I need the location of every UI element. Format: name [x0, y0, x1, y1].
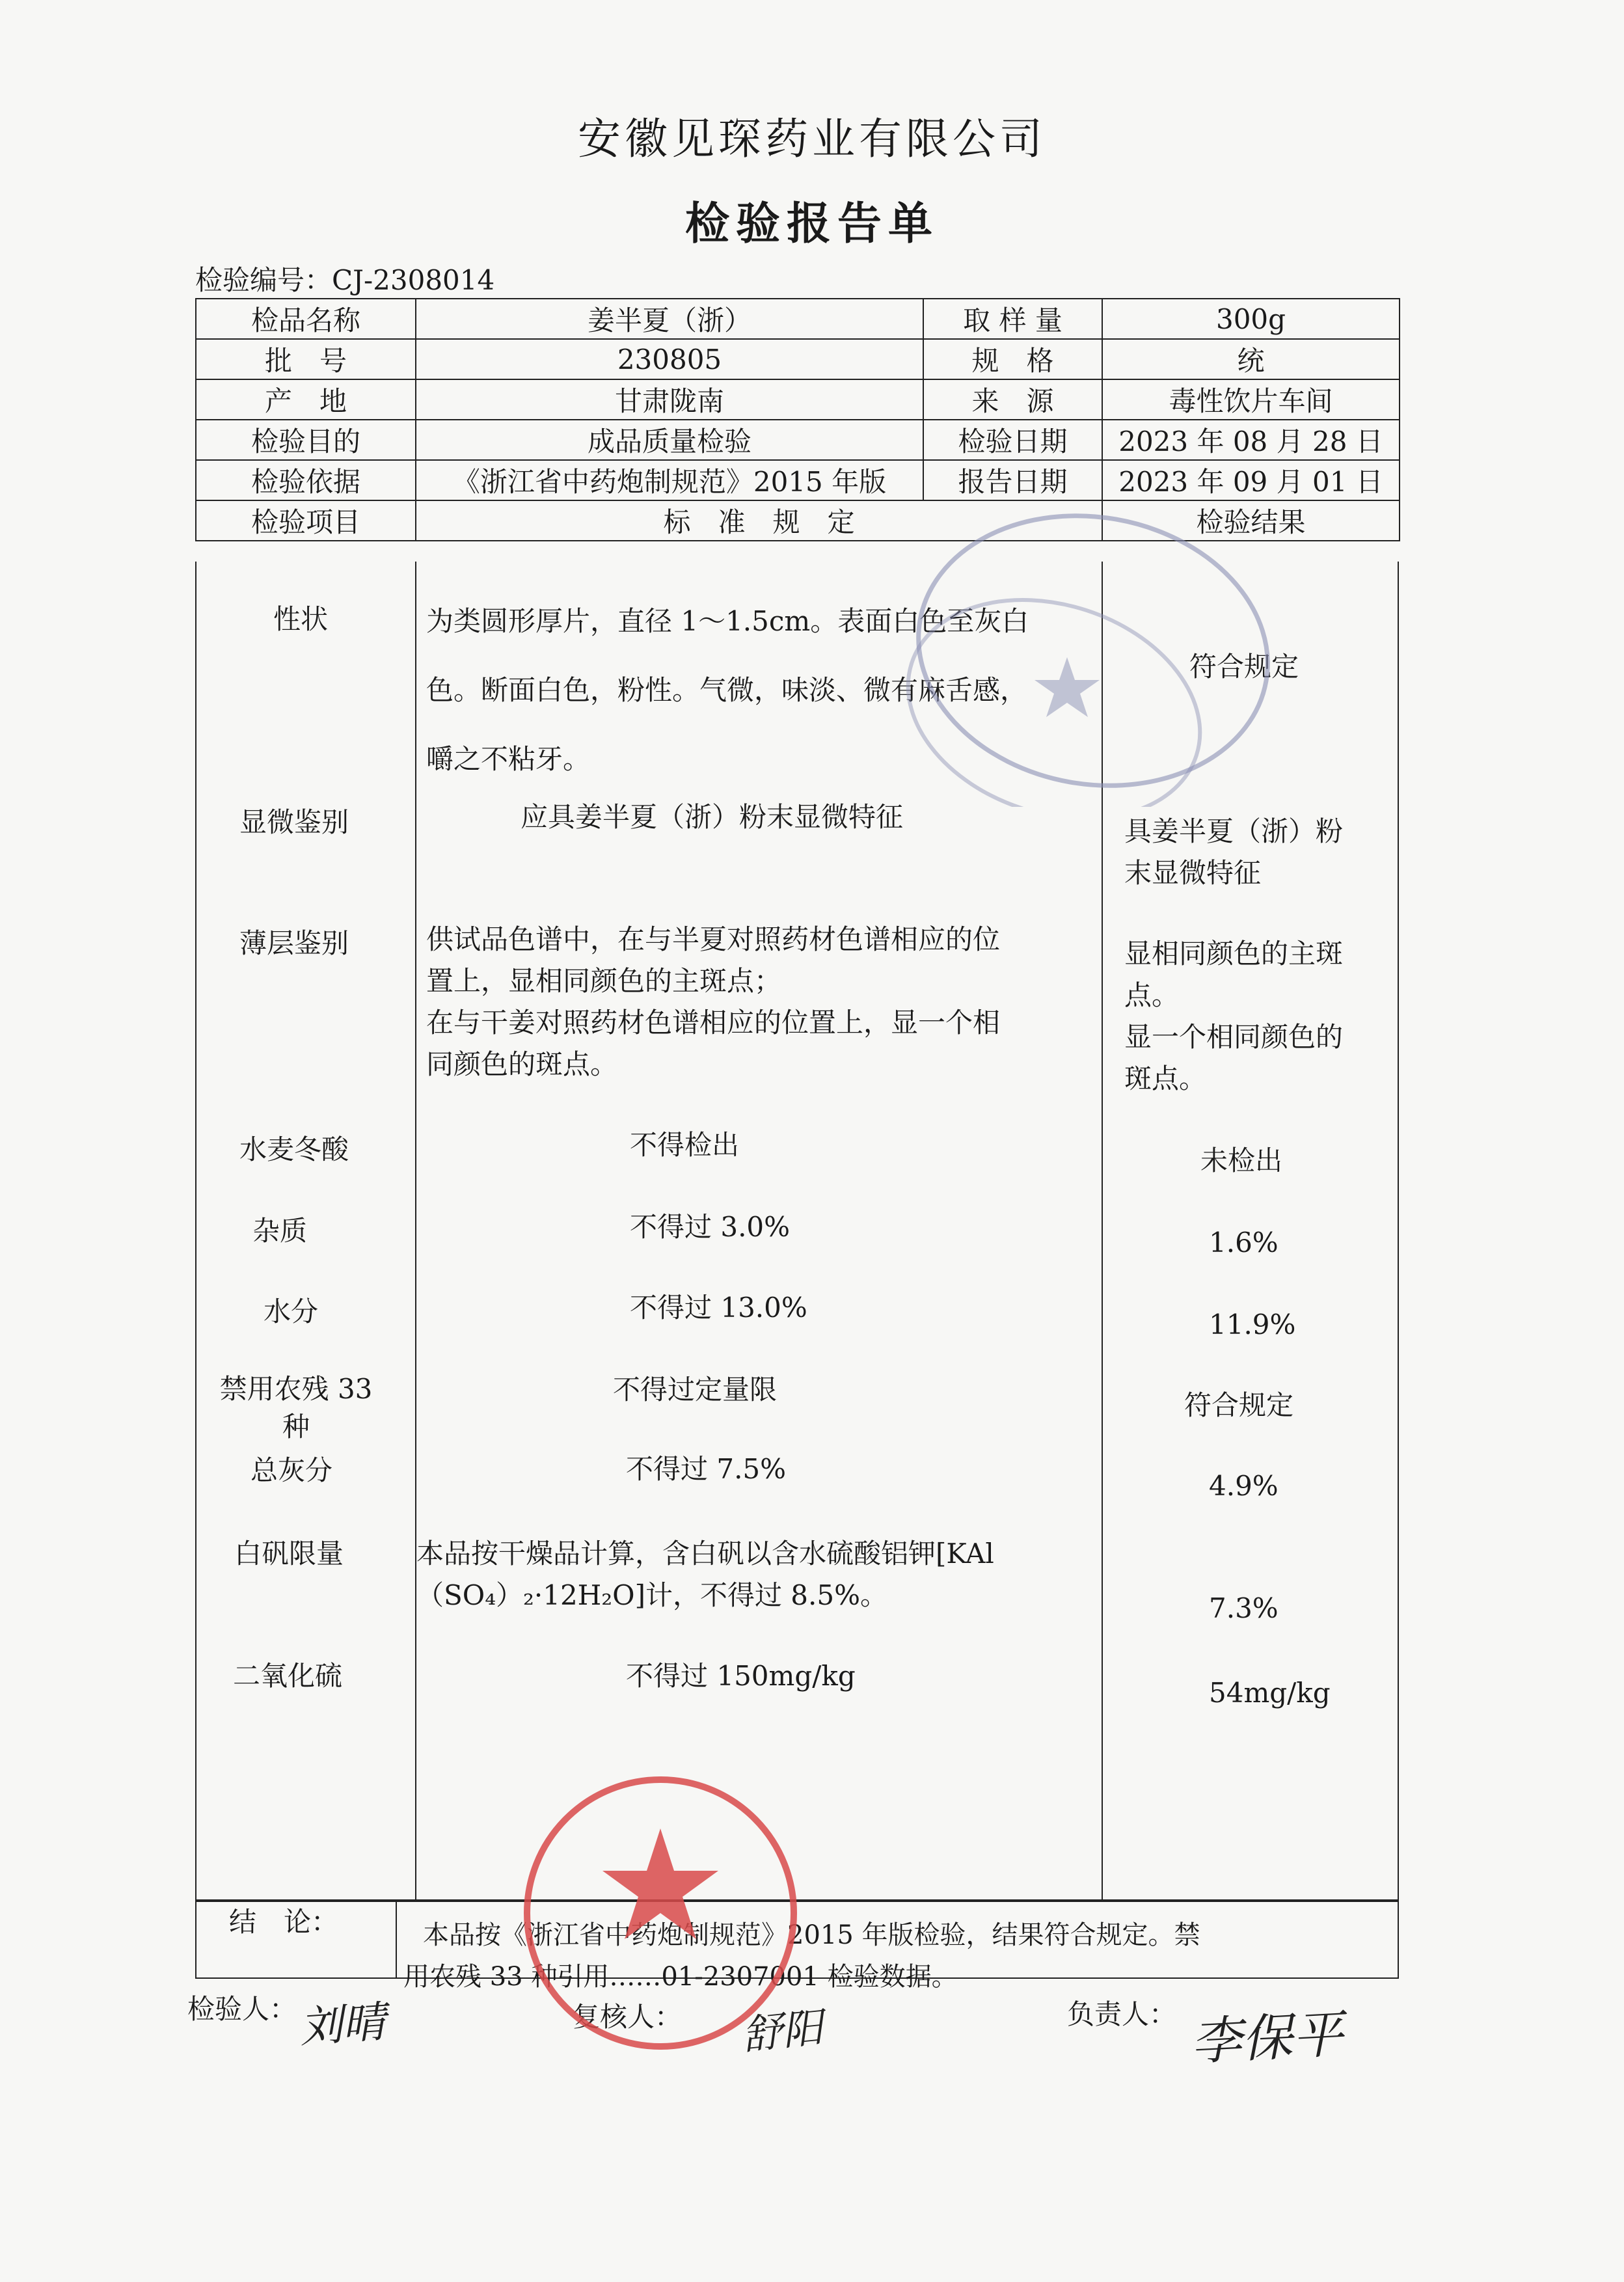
standard-line: 在与干姜对照药材色谱相应的位置上，显一个相 [426, 1007, 1001, 1039]
reviewer-signature: 舒阳 [740, 2003, 826, 2059]
table-row [196, 299, 1400, 339]
result-line: 具姜半夏（浙）粉 [1124, 815, 1344, 847]
basis-value: 《浙江省中药炮制规范》2015 年版 [416, 460, 923, 500]
spec-value: 统 [1102, 339, 1400, 379]
item-name: 禁用农残 33 种 [219, 1373, 373, 1443]
report-date-label: 报告日期 [923, 460, 1102, 500]
item-standard: 不得过 7.5% [626, 1453, 787, 1485]
conclusion-line: 本品按《浙江省中药炮制规范》2015 年版检验，结果符合规定。禁 [423, 1920, 1200, 1950]
standard-line: 置上，显相同颜色的主斑点； [426, 965, 782, 997]
standard-line: （SO₄）₂·12H₂O]计，不得过 8.5%。 [416, 1579, 888, 1611]
inspector-label: 检验人： [187, 1993, 297, 2025]
result-line: 点。 [1124, 979, 1180, 1011]
conclusion-line: 用农残 33 种引用……01-2307001 检验数据。 [403, 1962, 958, 1992]
item-result [1124, 933, 1343, 1100]
item-column-header: 检验项目 [196, 500, 416, 541]
result-line: 显一个相同颜色的 [1124, 1021, 1344, 1053]
item-name: 二氧化硫 [233, 1660, 343, 1692]
item-standard: 应具姜半夏（浙）粉末显微特征 [521, 801, 904, 833]
standard-line: 供试品色谱中，在与半夏对照药材色谱相应的位 [426, 923, 1001, 955]
origin-label: 产 地 [196, 379, 416, 420]
standard-line: 色。断面白色，粉性。气微，味淡、微有麻舌感， [426, 674, 1028, 706]
manager-signature: 李保平 [1189, 2005, 1345, 2072]
item-name: 杂质 [252, 1215, 308, 1247]
column-divider [396, 1901, 397, 1979]
standard-column-header: 标 准 规 定 [416, 500, 1102, 541]
standard-line: 本品按干燥品计算，含白矾以含水硫酸铝钾[KAl [416, 1538, 994, 1569]
result-column-header: 检验结果 [1102, 500, 1400, 541]
item-name: 总灰分 [250, 1454, 333, 1486]
qty-label: 取 样 量 [923, 299, 1102, 339]
item-standard [416, 1533, 994, 1616]
table-row [196, 339, 1400, 379]
manager-label: 负责人： [1067, 1998, 1177, 2030]
qty-value: 300g [1102, 299, 1400, 339]
name-label: 检品名称 [196, 299, 416, 339]
batch-label: 批 号 [196, 339, 416, 379]
test-date-label: 检验日期 [923, 420, 1102, 460]
spec-label: 规 格 [923, 339, 1102, 379]
purpose-value: 成品质量检验 [416, 420, 923, 460]
batch-value: 230805 [416, 339, 923, 379]
item-result: 11.9% [1209, 1309, 1296, 1340]
company-name: 安徽见琛药业有限公司 [578, 114, 1046, 164]
source-label: 来 源 [923, 379, 1102, 420]
item-result: 符合规定 [1184, 1389, 1294, 1421]
item-result: 4.9% [1209, 1470, 1279, 1502]
item-result [1124, 811, 1343, 894]
column-divider [415, 562, 416, 1901]
report-number: 检验编号：CJ-2308014 [195, 264, 495, 296]
quality-stamp-blue [898, 495, 1288, 807]
result-line: 末显微特征 [1124, 857, 1262, 889]
document-title: 检验报告单 [684, 198, 939, 250]
conclusion-label: 结 论： [229, 1906, 339, 1938]
source-value: 毒性饮片车间 [1102, 379, 1400, 420]
result-line: 斑点。 [1124, 1063, 1207, 1094]
standard-line: 嚼之不粘牙。 [426, 743, 591, 775]
purpose-label: 检验目的 [196, 420, 416, 460]
item-standard: 不得过定量限 [613, 1374, 778, 1406]
item-standard: 不得检出 [630, 1129, 740, 1161]
standard-line: 同颜色的斑点。 [426, 1048, 618, 1080]
item-result: 54mg/kg [1209, 1677, 1331, 1709]
item-name: 薄层鉴别 [239, 927, 349, 959]
table-row [196, 420, 1400, 460]
item-standard: 不得过 150mg/kg [626, 1660, 856, 1692]
basis-label: 检验依据 [196, 460, 416, 500]
report-date-value: 2023 年 09 月 01 日 [1102, 460, 1400, 500]
item-standard: 不得过 3.0% [630, 1211, 791, 1243]
item-result: 未检出 [1200, 1145, 1283, 1176]
item-standard: 不得过 13.0% [630, 1292, 807, 1324]
reviewer-label: 复核人： [573, 2001, 683, 2033]
name-value: 姜半夏（浙） [416, 299, 923, 339]
item-name: 显微鉴别 [239, 806, 349, 838]
item-name: 白矾限量 [234, 1538, 344, 1569]
item-name: 水分 [264, 1296, 319, 1327]
item-result: 1.6% [1209, 1227, 1279, 1258]
standard-line: 为类圆形厚片，直径 1～1.5cm。表面白色至灰白 [426, 605, 1029, 637]
item-standard [426, 919, 1000, 1085]
test-date-value: 2023 年 08 月 28 日 [1102, 420, 1400, 460]
item-name: 性状 [273, 603, 329, 635]
item-result: 7.3% [1209, 1592, 1279, 1624]
table-row [196, 379, 1400, 420]
item-result: 符合规定 [1189, 651, 1299, 683]
quality-stamp-red [514, 1767, 807, 2059]
item-name: 水麦冬酸 [239, 1134, 349, 1165]
inspector-signature: 刘晴 [297, 1996, 387, 2053]
result-line: 显相同颜色的主斑 [1124, 938, 1344, 970]
origin-value: 甘肃陇南 [416, 379, 923, 420]
